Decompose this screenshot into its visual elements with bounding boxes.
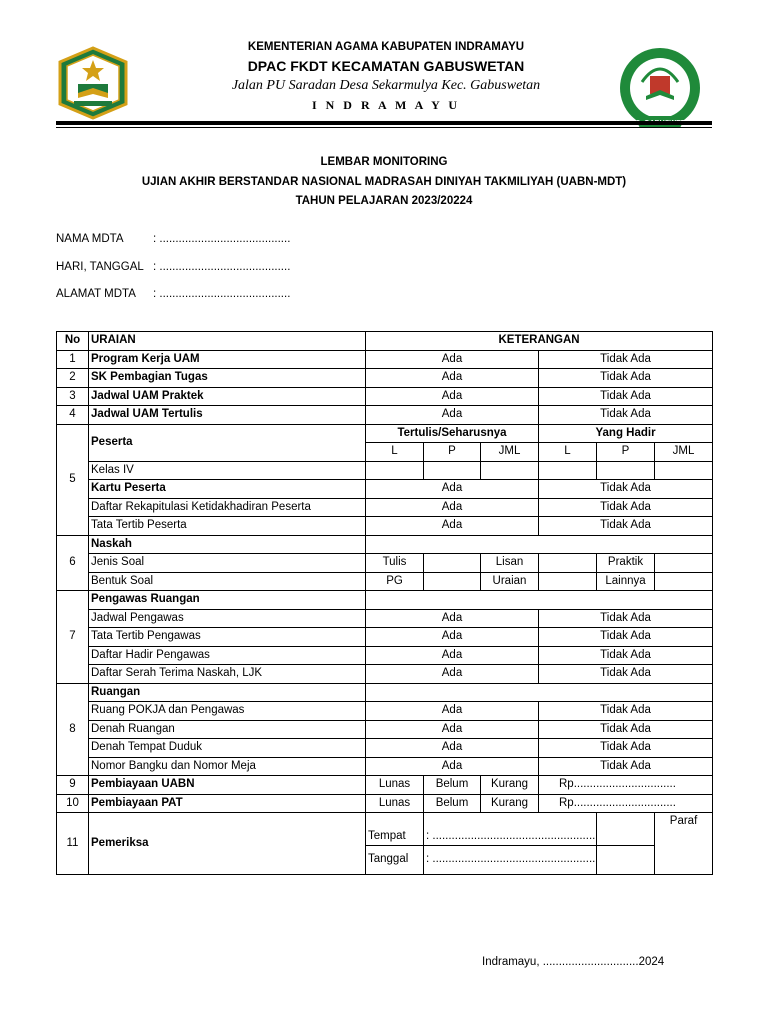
row-label: Peserta <box>89 424 366 461</box>
identity-label: NAMA MDTA <box>56 233 124 245</box>
row-label: Jadwal UAM Praktek <box>89 387 366 406</box>
option-ada[interactable]: Ada <box>366 628 539 647</box>
row-label: Tata Tertib Pengawas <box>89 628 366 647</box>
row-label: Daftar Hadir Pengawas <box>89 646 366 665</box>
row-label: Ruang POKJA dan Pengawas <box>89 702 366 721</box>
table-row <box>57 739 713 758</box>
table-row <box>57 535 713 554</box>
input-cell[interactable] <box>366 461 424 480</box>
group-tertulis: Tertulis/Seharusnya <box>366 424 539 443</box>
row-label: SK Pembagian Tugas <box>89 369 366 388</box>
col-l: L <box>366 443 424 462</box>
table-row <box>57 350 713 369</box>
ministry-name: KEMENTERIAN AGAMA KABUPATEN INDRAMAYU <box>247 41 525 53</box>
empty-cell <box>597 813 655 846</box>
table-row <box>57 369 713 388</box>
row-number: 1 <box>57 350 89 369</box>
option-tidak-ada[interactable]: Tidak Ada <box>539 757 713 776</box>
row-number: 8 <box>57 683 89 776</box>
header-keterangan: KETERANGAN <box>366 332 713 351</box>
table-row <box>57 387 713 406</box>
row-label: Bentuk Soal <box>89 572 366 591</box>
identity-label: HARI, TANGGAL <box>56 260 144 273</box>
header-uraian: URAIAN <box>89 332 366 351</box>
col-l: L <box>539 443 597 462</box>
col-jml: JML <box>481 443 539 462</box>
table-row <box>57 813 713 846</box>
input-cell[interactable] <box>597 461 655 480</box>
table-row <box>57 517 713 536</box>
input-cell[interactable] <box>424 554 481 573</box>
table-row <box>57 498 713 517</box>
letterhead-text <box>176 36 596 114</box>
table-row <box>57 591 713 610</box>
option-tidak-ada[interactable]: Tidak Ada <box>539 369 713 388</box>
col-p: P <box>597 443 655 462</box>
tempat-field[interactable]: : ................................................... <box>424 813 597 846</box>
option-tidak-ada[interactable]: Tidak Ada <box>539 720 713 739</box>
row-number: 9 <box>57 776 89 795</box>
row-label: Nomor Bangku dan Nomor Meja <box>89 757 366 776</box>
input-cell[interactable] <box>424 572 481 591</box>
option-belum[interactable]: Belum <box>424 794 481 813</box>
amount-field[interactable]: Rp................................ <box>539 776 713 795</box>
option-tidak-ada[interactable]: Tidak Ada <box>539 646 713 665</box>
option-lainnya[interactable]: Lainnya <box>597 572 655 591</box>
table-row <box>57 702 713 721</box>
row-number: 3 <box>57 387 89 406</box>
option-ada[interactable]: Ada <box>366 702 539 721</box>
row-label: Tata Tertib Peserta <box>89 517 366 536</box>
table-row <box>57 757 713 776</box>
letterhead <box>56 36 712 128</box>
table-row <box>57 480 713 499</box>
table-row <box>57 554 713 573</box>
table-row <box>57 794 713 813</box>
option-ada[interactable]: Ada <box>366 757 539 776</box>
table-row <box>57 628 713 647</box>
option-kurang[interactable]: Kurang <box>481 794 539 813</box>
row-label: Jenis Soal <box>89 554 366 573</box>
organization-name: DPAC FKDT KECAMATAN GABUSWETAN <box>247 58 525 74</box>
option-lunas[interactable]: Lunas <box>366 776 424 795</box>
option-ada[interactable]: Ada <box>366 739 539 758</box>
identity-value-field[interactable]: : ......................................... <box>153 260 291 273</box>
option-ada[interactable]: Ada <box>366 480 539 499</box>
group-yang-hadir: Yang Hadir <box>539 424 713 443</box>
input-cell[interactable] <box>539 461 597 480</box>
input-cell[interactable] <box>655 554 713 573</box>
option-tulis[interactable]: Tulis <box>366 554 424 573</box>
option-tidak-ada[interactable]: Tidak Ada <box>539 609 713 628</box>
option-kurang[interactable]: Kurang <box>481 776 539 795</box>
letterhead-thin-rule <box>56 127 712 128</box>
title-line-3: TAHUN PELAJARAN 2023/20224 <box>295 195 473 207</box>
option-tidak-ada[interactable]: Tidak Ada <box>539 406 713 425</box>
input-cell[interactable] <box>655 461 713 480</box>
table-row <box>57 776 713 795</box>
option-ada[interactable]: Ada <box>366 517 539 536</box>
tempat-label: Tempat <box>366 813 424 846</box>
option-tidak-ada[interactable]: Tidak Ada <box>539 665 713 684</box>
option-ada[interactable]: Ada <box>366 369 539 388</box>
kemenag-logo-icon <box>56 46 130 120</box>
identity-value-field[interactable]: : ......................................... <box>153 288 291 300</box>
row-label: Daftar Serah Terima Naskah, LJK <box>89 665 366 684</box>
option-tidak-ada[interactable]: Tidak Ada <box>539 517 713 536</box>
row-label: Program Kerja UAM <box>89 350 366 369</box>
header-no: No <box>57 332 89 351</box>
place-date: Indramayu, ..............................2024 <box>482 956 665 968</box>
row-label: Pengawas Ruangan <box>89 591 366 610</box>
row-label: Naskah <box>89 535 366 554</box>
row-label: Jadwal UAM Tertulis <box>89 406 366 425</box>
table-row <box>57 720 713 739</box>
col-p: P <box>424 443 481 462</box>
option-uraian[interactable]: Uraian <box>481 572 539 591</box>
option-tidak-ada[interactable]: Tidak Ada <box>539 739 713 758</box>
letterhead-thick-rule <box>56 121 712 125</box>
organization-city: I N D R A M A Y U <box>311 98 461 112</box>
option-ada[interactable]: Ada <box>366 498 539 517</box>
identity-label: ALAMAT MDTA <box>56 288 136 300</box>
option-tidak-ada[interactable]: Tidak Ada <box>539 628 713 647</box>
title-line-2: UJIAN AKHIR BERSTANDAR NASIONAL MADRASAH DINIYAH TAKMILIYAH (UABN-MDT) <box>141 175 627 188</box>
tanggal-field[interactable]: : ................................................... <box>424 846 597 875</box>
option-ada[interactable]: Ada <box>366 646 539 665</box>
monitoring-table <box>56 331 713 875</box>
row-number: 7 <box>57 591 89 684</box>
option-tidak-ada[interactable]: Tidak Ada <box>539 350 713 369</box>
row-number: 6 <box>57 535 89 591</box>
organization-address: Jalan PU Saradan Desa Sekarmulya Kec. Gabuswetan <box>231 78 541 93</box>
paraf-box[interactable]: Paraf <box>655 813 713 875</box>
table-row <box>57 683 713 702</box>
table-row <box>57 665 713 684</box>
option-tidak-ada[interactable]: Tidak Ada <box>539 480 713 499</box>
row-label: Denah Tempat Duduk <box>89 739 366 758</box>
tanggal-label: Tanggal <box>366 846 424 875</box>
row-label: Denah Ruangan <box>89 720 366 739</box>
row-label: Kelas IV <box>89 461 366 480</box>
amount-field[interactable]: Rp................................ <box>539 794 713 813</box>
option-ada[interactable]: Ada <box>366 720 539 739</box>
row-label: Jadwal Pengawas <box>89 609 366 628</box>
option-ada[interactable]: Ada <box>366 406 539 425</box>
row-label: Pemeriksa <box>89 813 366 875</box>
table-row <box>57 609 713 628</box>
option-ada[interactable]: Ada <box>366 350 539 369</box>
input-cell[interactable] <box>655 572 713 591</box>
option-belum[interactable]: Belum <box>424 776 481 795</box>
table-row <box>57 572 713 591</box>
row-number: 11 <box>57 813 89 875</box>
option-pg[interactable]: PG <box>366 572 424 591</box>
option-lunas[interactable]: Lunas <box>366 794 424 813</box>
empty-cell <box>366 591 713 610</box>
identity-value-field[interactable]: : ......................................... <box>153 233 291 245</box>
title-line-1: LEMBAR MONITORING <box>320 156 448 168</box>
option-lisan[interactable]: Lisan <box>481 554 539 573</box>
row-label: Kartu Peserta <box>89 480 366 499</box>
row-label: Ruangan <box>89 683 366 702</box>
table-header-row <box>57 332 713 351</box>
table-row <box>57 406 713 425</box>
row-label: Pembiayaan PAT <box>89 794 366 813</box>
option-praktik[interactable]: Praktik <box>597 554 655 573</box>
input-cell[interactable] <box>424 461 481 480</box>
option-ada[interactable]: Ada <box>366 665 539 684</box>
empty-cell <box>366 683 713 702</box>
option-tidak-ada[interactable]: Tidak Ada <box>539 387 713 406</box>
option-tidak-ada[interactable]: Tidak Ada <box>539 702 713 721</box>
empty-cell <box>597 846 655 875</box>
row-label: Pembiayaan UABN <box>89 776 366 795</box>
table-row <box>57 461 713 480</box>
table-row <box>57 646 713 665</box>
input-cell[interactable] <box>539 572 597 591</box>
option-ada[interactable]: Ada <box>366 609 539 628</box>
row-number: 10 <box>57 794 89 813</box>
row-number: 5 <box>57 424 89 535</box>
row-number: 2 <box>57 369 89 388</box>
empty-cell <box>366 535 713 554</box>
row-label: Daftar Rekapitulasi Ketidakhadiran Peserta <box>89 498 366 517</box>
table-row <box>57 424 713 443</box>
col-jml: JML <box>655 443 713 462</box>
option-tidak-ada[interactable]: Tidak Ada <box>539 498 713 517</box>
input-cell[interactable] <box>481 461 539 480</box>
input-cell[interactable] <box>539 554 597 573</box>
option-ada[interactable]: Ada <box>366 387 539 406</box>
row-number: 4 <box>57 406 89 425</box>
document-title <box>56 153 712 212</box>
